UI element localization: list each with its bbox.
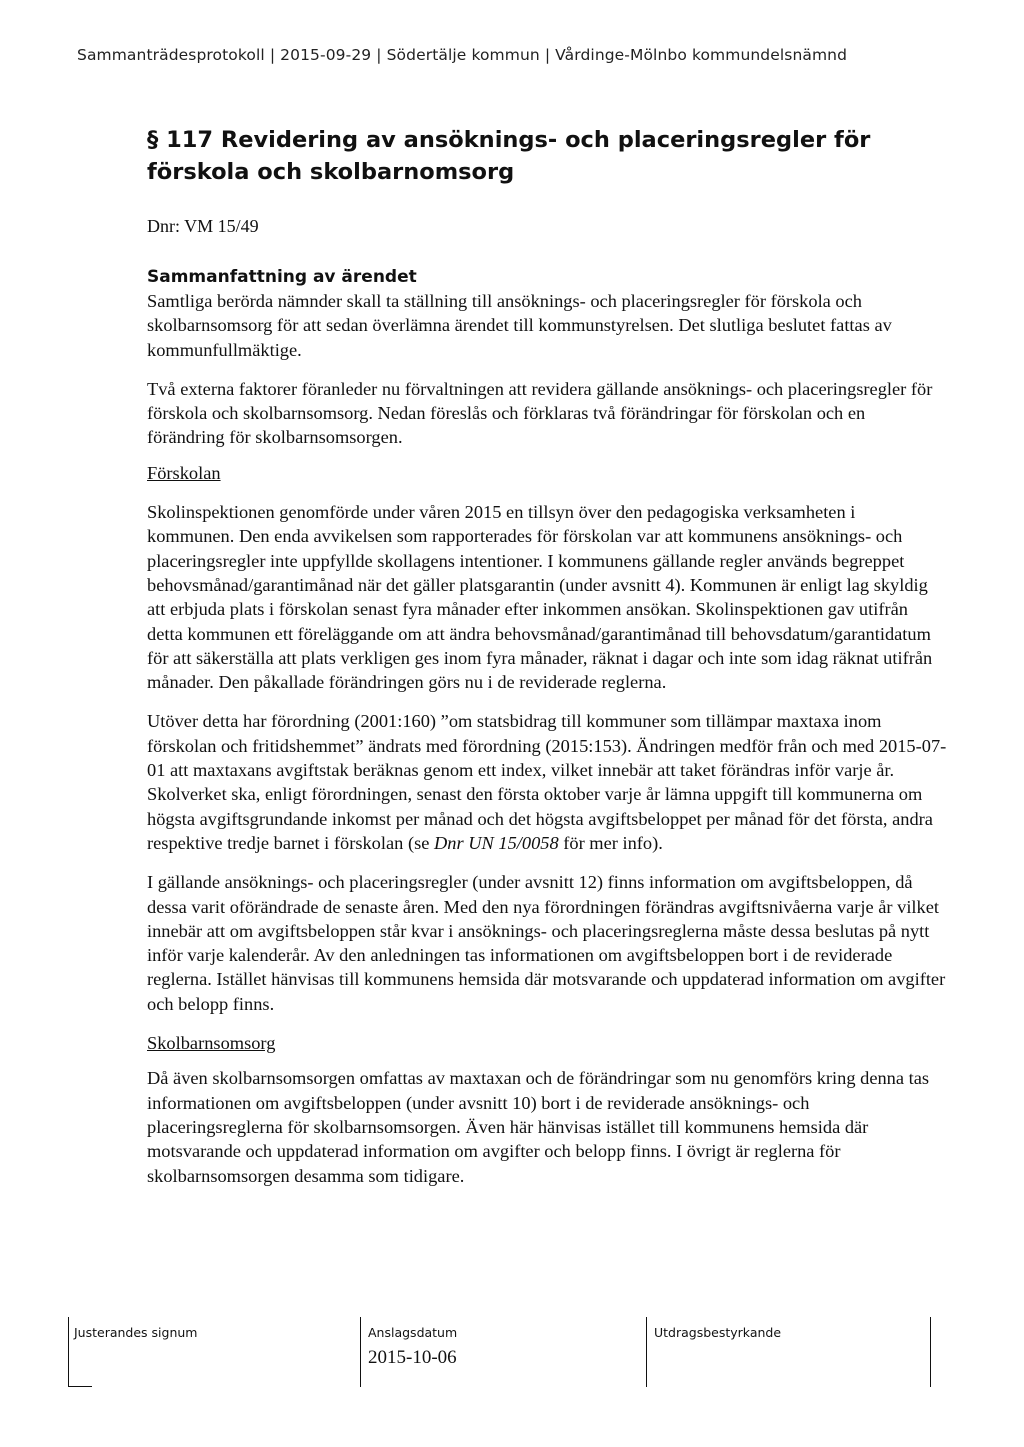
document-body	[147, 265, 947, 1188]
forskolan-paragraph-3: I gällande ansöknings- och placeringsregler (under avsnitt 12) finns information om avgiftsbeloppen, då dessa varit oförändrade de senaste åren. Med den nya förordningen förändras avgiftsnivåerna varje år vilket innebär att om avgiftsbeloppen står kvar i ansöknings- och placeringsreglerna måste dessa beslutas på nytt inför varje kalenderår. Av den anledningen tas informationen om avgiftsbeloppen bort i de reviderade reglerna. Istället hänvisas till kommunens hemsida där motsvarande och uppdaterad information om avgifter och belopp finns.	[147, 872, 946, 1014]
case-reference: Dnr UN 15/0058	[434, 832, 559, 853]
summary-paragraph-1: Samtliga berörda nämnder skall ta ställning till ansöknings- och placeringsregler för förskola och skolbarnsomsorg för att sedan överlämna ärendet till kommunstyrelsen. Det slutliga beslutet fattas av kommunfullmäktige.	[147, 291, 892, 360]
footer-divider	[930, 1317, 931, 1387]
forskolan-paragraph-2-text: Utöver detta har förordning (2001:160) ”om statsbidrag till kommuner som tillämpar maxtaxa inom förskolan och fritidshemmet” ändrats med förordning (2015:153). Ändringen medför från och med 2015-07-01 att maxtaxans avgiftstak beräknas genom ett index, vilket innebär att taket förändras inför varje år. Skolverket ska, enligt förordningen, senast den första oktober varje år lämna uppgift till kommunerna om högsta avgiftsgrundande inkomst per månad och det högsta avgiftsbeloppet per månad för det första, andra respektive tredje barnet i förskolan (se	[147, 711, 947, 853]
forskolan-paragraph-2	[147, 709, 947, 855]
skolbarnsomsorg-paragraph-1: Då även skolbarnsomsorgen omfattas av maxtaxan och de förändringar som nu genomförs kring denna tas informationen om avgiftsbeloppen (under avsnitt 10) bort i de reviderade ansöknings- och placeringsreglerna för skolbarnsomsorgen. Även här hänvisas istället till kommunens hemsida där motsvarande och uppdaterad information om avgifter och belopp finns. I övrigt är reglerna för skolbarnsomsorgen desamma som tidigare.	[147, 1068, 930, 1186]
forskolan-paragraph-2-end: för mer info).	[558, 832, 663, 853]
footer-divider	[360, 1317, 361, 1387]
skolbarnsomsorg-heading: Skolbarnsomsorg	[147, 1033, 276, 1054]
summary-paragraph-2: Två externa faktorer föranleder nu förvaltningen att revidera gällande ansöknings- och placeringsregler för förskola och skolbarnsomsorg. Nedan föreslås och förklaras två förändringar för förskolan och en förändring för skolbarnsomsorgen.	[147, 378, 933, 448]
forskolan-heading: Förskolan	[147, 462, 221, 483]
footer-divider	[646, 1317, 647, 1387]
posting-date-label: Anslagsdatum	[368, 1325, 458, 1340]
item-title: § 117 Revidering av ansöknings- och placeringsregler för förskola och skolbarnomsorg	[147, 127, 871, 185]
signature-label: Justerandes signum	[74, 1325, 198, 1340]
summary-heading: Sammanfattning av ärendet	[147, 267, 417, 287]
certification-label: Utdragsbestyrkande	[654, 1325, 782, 1340]
forskolan-paragraph-1: Skolinspektionen genomförde under våren 2015 en tillsyn över den pedagogiska verksamheten i kommunen. Den enda avvikelsen som rapporterades för förskolan var att kommunens ansöknings- och placeringsregler inte uppfyllde skollagens intentioner. I kommunens gällande regler används begreppet behovsmånad/garantimånad när det gäller platsgarantin (under avsnitt 4). Kommunen är enligt lag skyldig att erbjuda plats i förskolan senast fyra månader efter inkommen ansökan. Skolinspektionen gav utifrån detta kommunen ett föreläggande om att ändra behovsmånad/garantimånad till behovsdatum/garantidatum för att säkerställa att plats verkligen ges inom fyra månader, räknat i dagar och inte som idag räknat utifrån månader. Den påkallade förändringen görs nu i de reviderade reglerna.	[147, 502, 933, 693]
posting-date-value: 2015-10-06	[368, 1347, 457, 1368]
footer-divider	[68, 1317, 69, 1387]
signature-footer	[68, 1317, 932, 1389]
case-number: Dnr: VM 15/49	[147, 216, 259, 236]
footer-rule	[68, 1386, 92, 1387]
running-header: Sammanträdesprotokoll | 2015-09-29 | Södertälje kommun | Vårdinge-Mölnbo kommundelsnämnd	[77, 46, 848, 64]
